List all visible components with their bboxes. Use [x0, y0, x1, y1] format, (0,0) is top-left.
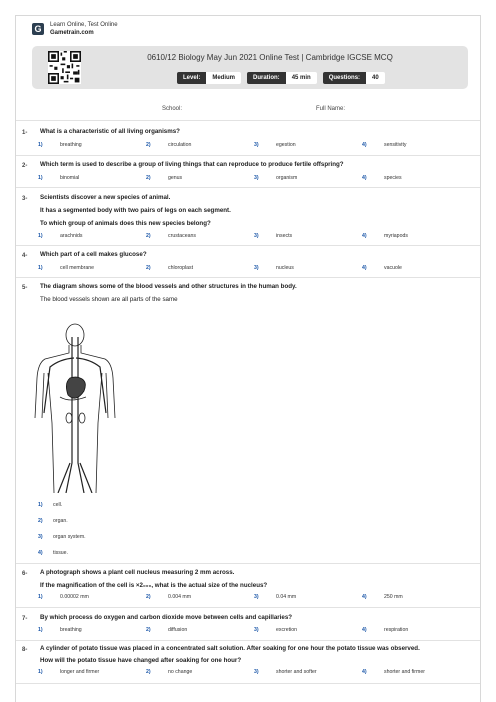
- level-badge: Level: Medium: [177, 72, 241, 84]
- divider: [16, 683, 480, 684]
- option-2[interactable]: 2) diffusion: [146, 627, 188, 633]
- school-label: School:: [162, 106, 183, 112]
- option-2[interactable]: 2) circulation: [146, 142, 192, 148]
- question-text: Scientists discover a new species of animal.: [40, 194, 171, 201]
- option-1[interactable]: 1) binomial: [38, 175, 80, 181]
- duration-badge: Duration: 45 min: [247, 72, 317, 84]
- question-number: 7-: [22, 616, 28, 622]
- divider: [16, 640, 480, 641]
- brand-tagline: Learn Online, Test Online: [50, 22, 118, 28]
- option-1[interactable]: 1) arachnids: [38, 233, 83, 239]
- option-2[interactable]: 2) organ.: [38, 518, 68, 524]
- question-text: The diagram shows some of the blood vessels and other structures in the human body.: [40, 283, 297, 290]
- option-3[interactable]: 3) insects: [254, 233, 293, 239]
- option-1[interactable]: 1) cell.: [38, 502, 63, 508]
- option-1[interactable]: 1) cell membrane: [38, 265, 95, 271]
- circulatory-system-diagram: [30, 323, 120, 493]
- option-4[interactable]: 4) tissue.: [38, 550, 68, 556]
- question-text: What is a characteristic of all living organisms?: [40, 128, 180, 135]
- question-number: 4-: [22, 253, 28, 259]
- test-title: 0610/12 Biology May Jun 2021 Online Test | Cambridge IGCSE MCQ: [147, 53, 393, 62]
- divider: [16, 245, 480, 246]
- divider: [16, 155, 480, 156]
- option-3[interactable]: 3) organ system.: [38, 534, 86, 540]
- question-number: 3-: [22, 196, 28, 202]
- option-2[interactable]: 2) 0.004 mm: [146, 594, 192, 600]
- option-4[interactable]: 4) sensitivity: [362, 142, 407, 148]
- question-text: A photograph shows a plant cell nucleus measuring 2 mm across.: [40, 569, 235, 576]
- option-3[interactable]: 3) 0.04 mm: [254, 594, 297, 600]
- question-text: To which group of animals does this new species belong?: [40, 220, 211, 227]
- option-1[interactable]: 1) breathing: [38, 627, 82, 633]
- option-2[interactable]: 2) no change: [146, 669, 193, 675]
- question-number: 8-: [22, 647, 28, 653]
- option-4[interactable]: 4) 250 mm: [362, 594, 403, 600]
- option-4[interactable]: 4) shorter and firmer: [362, 669, 425, 675]
- test-header: [32, 46, 468, 89]
- option-3[interactable]: 3) nucleus: [254, 265, 294, 271]
- option-2[interactable]: 2) genus: [146, 175, 183, 181]
- option-3[interactable]: 3) shorter and softer: [254, 669, 317, 675]
- questions-badge: Questions: 40: [323, 72, 385, 84]
- question-text: If the magnification of the cell is ×2₀₀₀, what is the actual size of the nucleus?: [40, 582, 268, 589]
- divider: [16, 187, 480, 188]
- question-text: A cylinder of potato tissue was placed in a concentrated salt solution. After soaking for one hour the potato tissue was observed.: [40, 645, 420, 652]
- divider: [16, 563, 480, 564]
- question-text: The blood vessels shown are all parts of the same: [40, 296, 178, 303]
- question-text: Which term is used to describe a group of living things that can reproduce to produce fertile offspring?: [40, 161, 344, 168]
- option-2[interactable]: 2) crustaceans: [146, 233, 196, 239]
- brand: [32, 22, 118, 36]
- question-number: 1-: [22, 130, 28, 136]
- option-1[interactable]: 1) 0.00002 mm: [38, 594, 89, 600]
- divider: [16, 277, 480, 278]
- option-1[interactable]: 1) longer and firmer: [38, 669, 100, 675]
- divider: [16, 607, 480, 608]
- option-3[interactable]: 3) organism: [254, 175, 298, 181]
- question-text: Which part of a cell makes glucose?: [40, 251, 147, 258]
- option-4[interactable]: 4) species: [362, 175, 402, 181]
- option-3[interactable]: 3) excretion: [254, 627, 298, 633]
- divider: [16, 120, 480, 121]
- full-name-label: Full Name:: [316, 106, 346, 112]
- gametrain-logo: G: [32, 23, 44, 35]
- question-number: 5-: [22, 285, 28, 291]
- question-number: 2-: [22, 163, 28, 169]
- option-3[interactable]: 3) egestion: [254, 142, 296, 148]
- question-number: 6-: [22, 571, 28, 577]
- option-4[interactable]: 4) myriapods: [362, 233, 408, 239]
- option-2[interactable]: 2) chloroplast: [146, 265, 194, 271]
- question-text: How will the potato tissue have changed after soaking for one hour?: [40, 657, 242, 664]
- question-text: By which process do oxygen and carbon dioxide move between cells and capillaries?: [40, 614, 293, 621]
- question-text: It has a segmented body with two pairs of legs on each segment.: [40, 207, 231, 214]
- option-4[interactable]: 4) respiration: [362, 627, 409, 633]
- option-1[interactable]: 1) breathing: [38, 142, 82, 148]
- brand-site[interactable]: Gametrain.com: [50, 30, 94, 36]
- option-4[interactable]: 4) vacuole: [362, 265, 402, 271]
